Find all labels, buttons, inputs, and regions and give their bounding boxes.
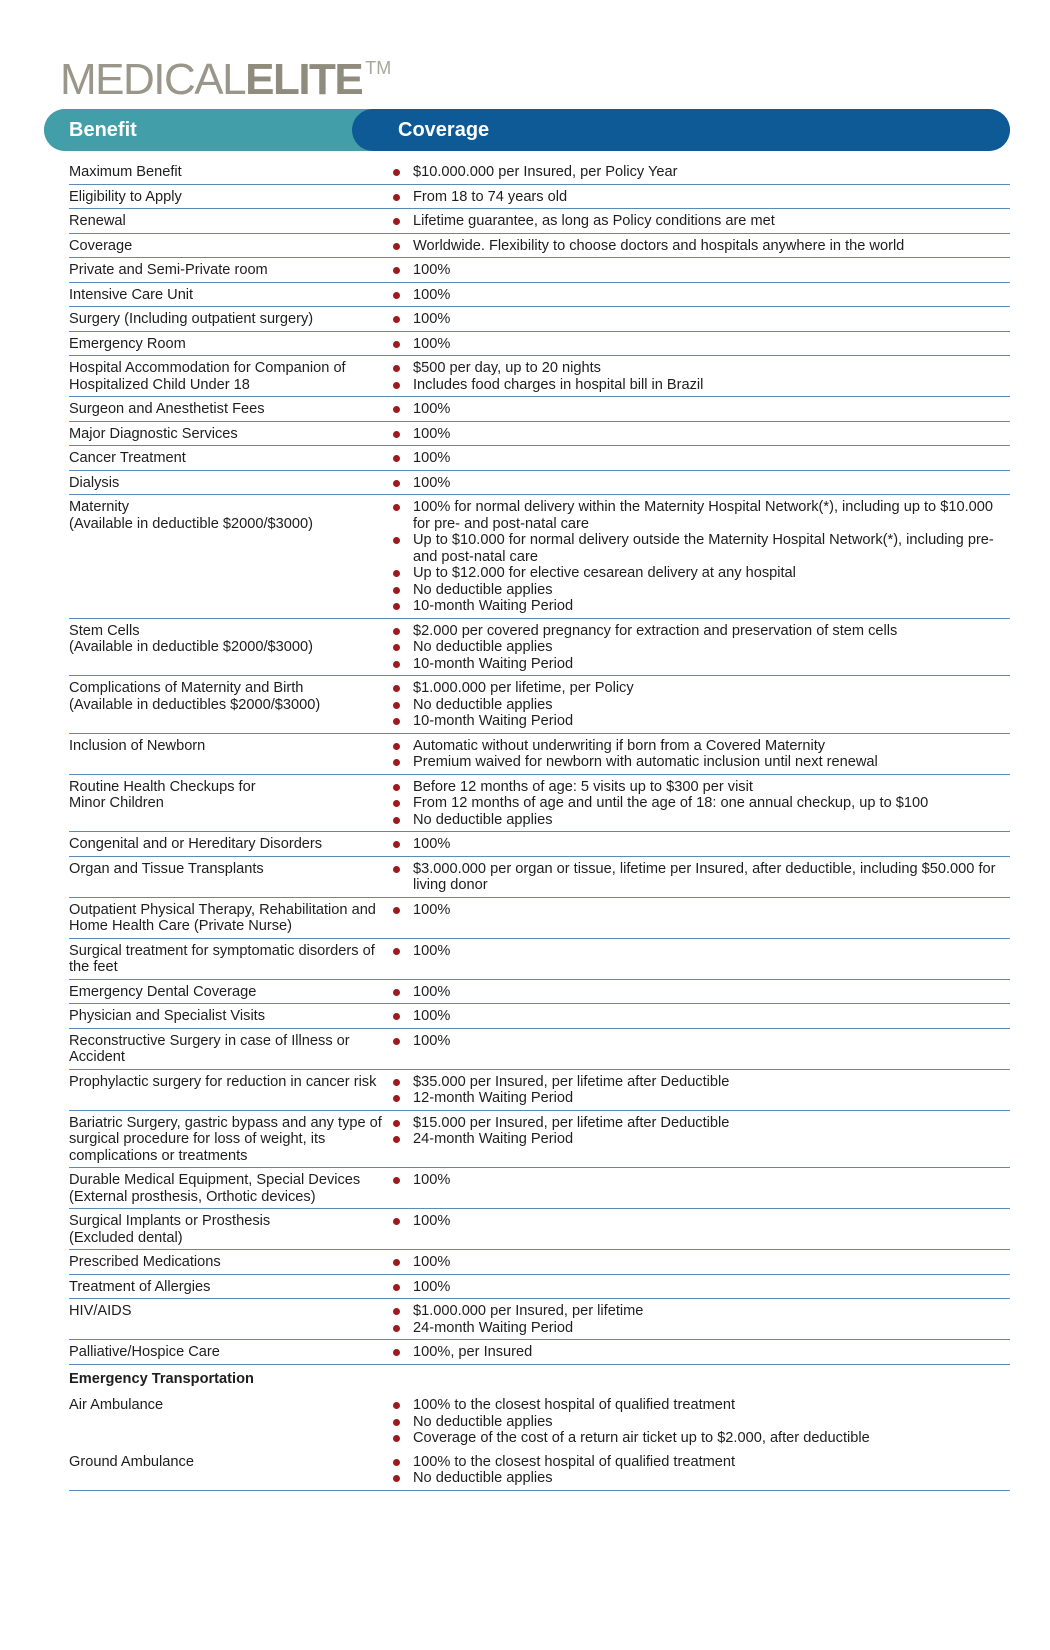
logo-text-light: MEDICAL [60, 55, 246, 104]
coverage-bullet-item: No deductible applies [391, 582, 1010, 599]
table-row [69, 676, 1010, 734]
table-row [69, 1299, 1010, 1340]
coverage-bullet-item: 100% [391, 1033, 1010, 1050]
coverage-bullet-item: 24-month Waiting Period [391, 1320, 1010, 1337]
benefit-cell [69, 1344, 391, 1361]
table-row [69, 619, 1010, 677]
coverage-bullet-item: 100% [391, 1008, 1010, 1025]
benefit-cell [69, 1074, 391, 1107]
section-heading [69, 1365, 1010, 1394]
benefit-cell [69, 1213, 391, 1246]
coverage-bullet-item: $2.000 per covered pregnancy for extraction and preservation of stem cells [391, 623, 1010, 640]
coverage-bullet-item: Premium waived for newborn with automatic inclusion until next renewal [391, 754, 1010, 771]
benefit-cell [69, 213, 391, 230]
benefit-text: Coverage [69, 237, 133, 254]
coverage-bullet-item: From 12 months of age and until the age of 18: one annual checkup, up to $100 [391, 795, 1010, 812]
table-row [69, 283, 1010, 308]
coverage-bullet-item: No deductible applies [391, 812, 1010, 829]
table-row [69, 1111, 1010, 1169]
coverage-bullet-item: 100% [391, 943, 1010, 960]
benefit-text: Dialysis [69, 474, 120, 491]
benefit-cell [69, 861, 391, 894]
coverage-cell [391, 861, 1010, 894]
coverage-bullet-item: 100% [391, 475, 1010, 492]
table-row [69, 307, 1010, 332]
coverage-bullet-item: Coverage of the cost of a return air ticket up to $2.000, after deductible [391, 1430, 1010, 1447]
benefit-text: Ground Ambulance [69, 1453, 194, 1470]
coverage-cell [391, 1344, 1010, 1361]
benefit-cell [69, 984, 391, 1001]
benefit-text: Inclusion of Newborn [69, 737, 206, 754]
benefit-text: Complications of Maternity and Birth [69, 680, 304, 696]
table-row [69, 495, 1010, 619]
coverage-bullet-item: No deductible applies [391, 697, 1010, 714]
coverage-bullet-item: 100% [391, 336, 1010, 353]
coverage-bullet-item: $500 per day, up to 20 nights [391, 360, 1010, 377]
benefit-cell [69, 1008, 391, 1025]
coverage-cell [391, 1008, 1010, 1025]
coverage-cell [391, 189, 1010, 206]
benefit-text: Surgeon and Anesthetist Fees [69, 401, 265, 417]
coverage-cell [391, 1303, 1010, 1336]
benefit-text: Palliative/Hospice Care [69, 1344, 220, 1360]
benefit-cell [69, 738, 391, 771]
coverage-bullet-item: Worldwide. Flexibility to choose doctors and hospitals anywhere in the world [391, 238, 1010, 255]
benefit-text: Reconstructive Surgery in case of Illness or Accident [69, 1032, 350, 1065]
table-row [69, 332, 1010, 357]
benefit-text: Eligibility to Apply [69, 188, 182, 205]
benefit-text: Bariatric Surgery, gastric bypass and any type of surgical procedure for loss of weight, its complications or treatments [69, 1114, 382, 1164]
benefit-cell [69, 360, 391, 393]
coverage-bullet-item: Lifetime guarantee, as long as Policy conditions are met [391, 213, 1010, 230]
table-row [69, 185, 1010, 210]
coverage-cell [391, 426, 1010, 443]
benefit-text: HIV/AIDS [69, 1303, 132, 1319]
coverage-cell [391, 401, 1010, 418]
coverage-bullet-item: 100% [391, 1172, 1010, 1189]
coverage-bullet-item: 100% [391, 984, 1010, 1001]
benefit-cell [69, 287, 391, 304]
coverage-cell [391, 836, 1010, 853]
coverage-cell [391, 360, 1010, 393]
benefit-text: Emergency Dental Coverage [69, 983, 257, 1000]
benefit-cell [69, 189, 391, 206]
benefit-cell [69, 238, 391, 255]
benefit-text: Physician and Specialist Visits [69, 1008, 266, 1024]
coverage-cell [391, 287, 1010, 304]
benefit-cell [69, 902, 391, 935]
benefit-cell [69, 336, 391, 353]
coverage-bullet-item: 100% [391, 450, 1010, 467]
table-row [69, 1168, 1010, 1209]
benefit-text: Organ and Tissue Transplants [69, 860, 264, 877]
benefit-text: (Available in deductible $2000/$3000) [69, 515, 313, 532]
table-row [69, 775, 1010, 833]
benefit-text: Durable Medical Equipment, Special Devices [69, 1172, 361, 1188]
coverage-cell [391, 1115, 1010, 1165]
coverage-cell [391, 943, 1010, 976]
benefit-cell [69, 262, 391, 279]
benefit-cell [69, 943, 391, 976]
coverage-cell [391, 1213, 1010, 1246]
coverage-cell [391, 738, 1010, 771]
coverage-bullet-item: $3.000.000 per organ or tissue, lifetime per Insured, after deductible, including $50.000 for living donor [391, 861, 1010, 894]
benefit-cell [69, 1397, 391, 1447]
table-row [69, 857, 1010, 898]
coverage-bullet-item: 100% [391, 262, 1010, 279]
benefit-cell [69, 1279, 391, 1296]
benefit-text: Stem Cells [69, 622, 140, 639]
benefit-text: Outpatient Physical Therapy, Rehabilitation and Home Health Care (Private Nurse) [69, 901, 376, 934]
table-row [69, 832, 1010, 857]
coverage-bullet-item: $35.000 per Insured, per lifetime after Deductible [391, 1074, 1010, 1091]
coverage-bullet-item: Includes food charges in hospital bill in Brazil [391, 377, 1010, 394]
coverage-cell [391, 984, 1010, 1001]
coverage-cell [391, 475, 1010, 492]
coverage-column-header: Coverage [352, 109, 1010, 151]
coverage-bullet-item: Before 12 months of age: 5 visits up to $300 per visit [391, 779, 1010, 796]
benefit-cell [69, 836, 391, 853]
coverage-bullet-item: 100% [391, 401, 1010, 418]
benefit-cell [69, 1115, 391, 1165]
coverage-cell [391, 779, 1010, 829]
benefit-cell [69, 499, 391, 615]
section-title: Emergency Transportation [69, 1370, 254, 1387]
coverage-bullet-item: 100% [391, 1254, 1010, 1271]
coverage-bullet-item: 100% [391, 1213, 1010, 1230]
benefit-cell [69, 1254, 391, 1271]
table-row [69, 356, 1010, 397]
benefit-text: Congenital and or Hereditary Disorders [69, 836, 323, 852]
coverage-bullet-item: 12-month Waiting Period [391, 1090, 1010, 1107]
coverage-cell [391, 1172, 1010, 1205]
table-row [69, 939, 1010, 980]
benefit-text: Intensive Care Unit [69, 286, 194, 303]
coverage-bullet-item: 100% [391, 1279, 1010, 1296]
table-row [69, 1275, 1010, 1300]
coverage-cell [391, 1279, 1010, 1296]
table-row [69, 1393, 1010, 1450]
table-row [69, 1004, 1010, 1029]
coverage-bullet-item: 100% to the closest hospital of qualified treatment [391, 1454, 1010, 1471]
coverage-cell [391, 336, 1010, 353]
benefit-text: Minor Children [69, 795, 164, 811]
coverage-cell [391, 450, 1010, 467]
coverage-bullet-item: 100% [391, 836, 1010, 853]
coverage-cell [391, 623, 1010, 673]
coverage-cell [391, 262, 1010, 279]
benefit-text: Surgical treatment for symptomatic disorders of the feet [69, 942, 375, 975]
benefit-cell [69, 164, 391, 181]
table-row [69, 1070, 1010, 1111]
coverage-bullet-item: No deductible applies [391, 1414, 1010, 1431]
coverage-bullet-item: 100% [391, 426, 1010, 443]
medical-elite-logo [60, 42, 392, 104]
table-row [69, 1450, 1010, 1491]
table-row [69, 258, 1010, 283]
coverage-bullet-item: 10-month Waiting Period [391, 713, 1010, 730]
benefit-text: Surgical Implants or Prosthesis [69, 1213, 271, 1229]
coverage-cell [391, 902, 1010, 935]
coverage-bullet-item: $10.000.000 per Insured, per Policy Year [391, 164, 1010, 181]
table-row [69, 160, 1010, 185]
coverage-bullet-item: No deductible applies [391, 639, 1010, 656]
benefit-cell [69, 475, 391, 492]
coverage-cell [391, 1454, 1010, 1487]
coverage-bullet-item: $1.000.000 per lifetime, per Policy [391, 680, 1010, 697]
benefit-text: (Excluded dental) [69, 1229, 183, 1246]
trademark-mark: TM [365, 58, 392, 78]
logo-text-bold: ELITE [245, 55, 363, 104]
coverage-bullet-item: 10-month Waiting Period [391, 656, 1010, 673]
benefit-text: (Available in deductible $2000/$3000) [69, 639, 313, 655]
benefit-text: Maternity [69, 499, 130, 515]
benefit-text: Routine Health Checkups for [69, 778, 256, 795]
table-row [69, 1340, 1010, 1365]
benefit-text: Air Ambulance [69, 1397, 164, 1413]
benefit-cell [69, 779, 391, 829]
coverage-cell [391, 1074, 1010, 1107]
benefit-cell [69, 1454, 391, 1487]
benefit-text: Prophylactic surgery for reduction in cancer risk [69, 1073, 377, 1090]
benefit-cell [69, 426, 391, 443]
table-header-bar [44, 109, 1010, 151]
coverage-cell [391, 1033, 1010, 1066]
benefit-text: Surgery (Including outpatient surgery) [69, 311, 314, 327]
coverage-cell [391, 680, 1010, 730]
coverage-bullet-item: $15.000 per Insured, per lifetime after Deductible [391, 1115, 1010, 1132]
table-row [69, 397, 1010, 422]
coverage-cell [391, 311, 1010, 328]
benefit-text: Treatment of Allergies [69, 1278, 211, 1295]
coverage-cell [391, 238, 1010, 255]
benefit-text: (External prosthesis, Orthotic devices) [69, 1188, 316, 1205]
benefit-text: Maximum Benefit [69, 164, 182, 180]
coverage-bullet-item: Up to $10.000 for normal delivery outside the Maternity Hospital Network(*), including pre- and post-natal care [391, 532, 1010, 565]
benefit-cell [69, 311, 391, 328]
benefit-text: Cancer Treatment [69, 450, 186, 466]
coverage-bullet-item: From 18 to 74 years old [391, 189, 1010, 206]
coverage-cell [391, 1397, 1010, 1447]
coverage-cell [391, 213, 1010, 230]
coverage-bullet-item: No deductible applies [391, 1470, 1010, 1487]
benefit-column-header: Benefit [44, 109, 374, 151]
benefit-text: Major Diagnostic Services [69, 425, 238, 442]
coverage-bullet-item: 100% [391, 902, 1010, 919]
coverage-cell [391, 499, 1010, 615]
benefit-text: Private and Semi-Private room [69, 262, 268, 278]
benefit-text: Renewal [69, 213, 126, 229]
benefit-cell [69, 1172, 391, 1205]
benefit-text: Prescribed Medications [69, 1254, 221, 1270]
coverage-bullet-item: Up to $12.000 for elective cesarean delivery at any hospital [391, 565, 1010, 582]
table-row [69, 734, 1010, 775]
coverage-bullet-item: 100%, per Insured [391, 1344, 1010, 1361]
coverage-bullet-item: 10-month Waiting Period [391, 598, 1010, 615]
benefit-cell [69, 623, 391, 673]
table-row [69, 1209, 1010, 1250]
coverage-cell [391, 1254, 1010, 1271]
coverage-bullet-item: $1.000.000 per Insured, per lifetime [391, 1303, 1010, 1320]
table-row [69, 422, 1010, 447]
table-row [69, 234, 1010, 259]
table-row [69, 980, 1010, 1005]
coverage-bullet-item: 100% [391, 311, 1010, 328]
benefit-cell [69, 1303, 391, 1336]
benefit-text: Emergency Room [69, 335, 186, 352]
table-row [69, 209, 1010, 234]
coverage-cell [391, 164, 1010, 181]
coverage-bullet-item: Automatic without underwriting if born from a Covered Maternity [391, 738, 1010, 755]
table-row [69, 446, 1010, 471]
table-row [69, 1029, 1010, 1070]
coverage-bullet-item: 100% [391, 287, 1010, 304]
coverage-bullet-item: 24-month Waiting Period [391, 1131, 1010, 1148]
benefit-text: Hospital Accommodation for Companion of Hospitalized Child Under 18 [69, 360, 346, 393]
benefit-cell [69, 450, 391, 467]
coverage-bullet-item: 100% for normal delivery within the Maternity Hospital Network(*), including up to $10.000 for pre- and post-natal care [391, 499, 1010, 532]
coverage-bullet-item: 100% to the closest hospital of qualified treatment [391, 1397, 1010, 1414]
benefit-cell [69, 401, 391, 418]
benefit-text: (Available in deductibles $2000/$3000) [69, 696, 321, 713]
benefits-table [69, 160, 1010, 1491]
table-row [69, 1250, 1010, 1275]
benefit-cell [69, 680, 391, 730]
table-row [69, 898, 1010, 939]
benefit-cell [69, 1033, 391, 1066]
table-row [69, 471, 1010, 496]
